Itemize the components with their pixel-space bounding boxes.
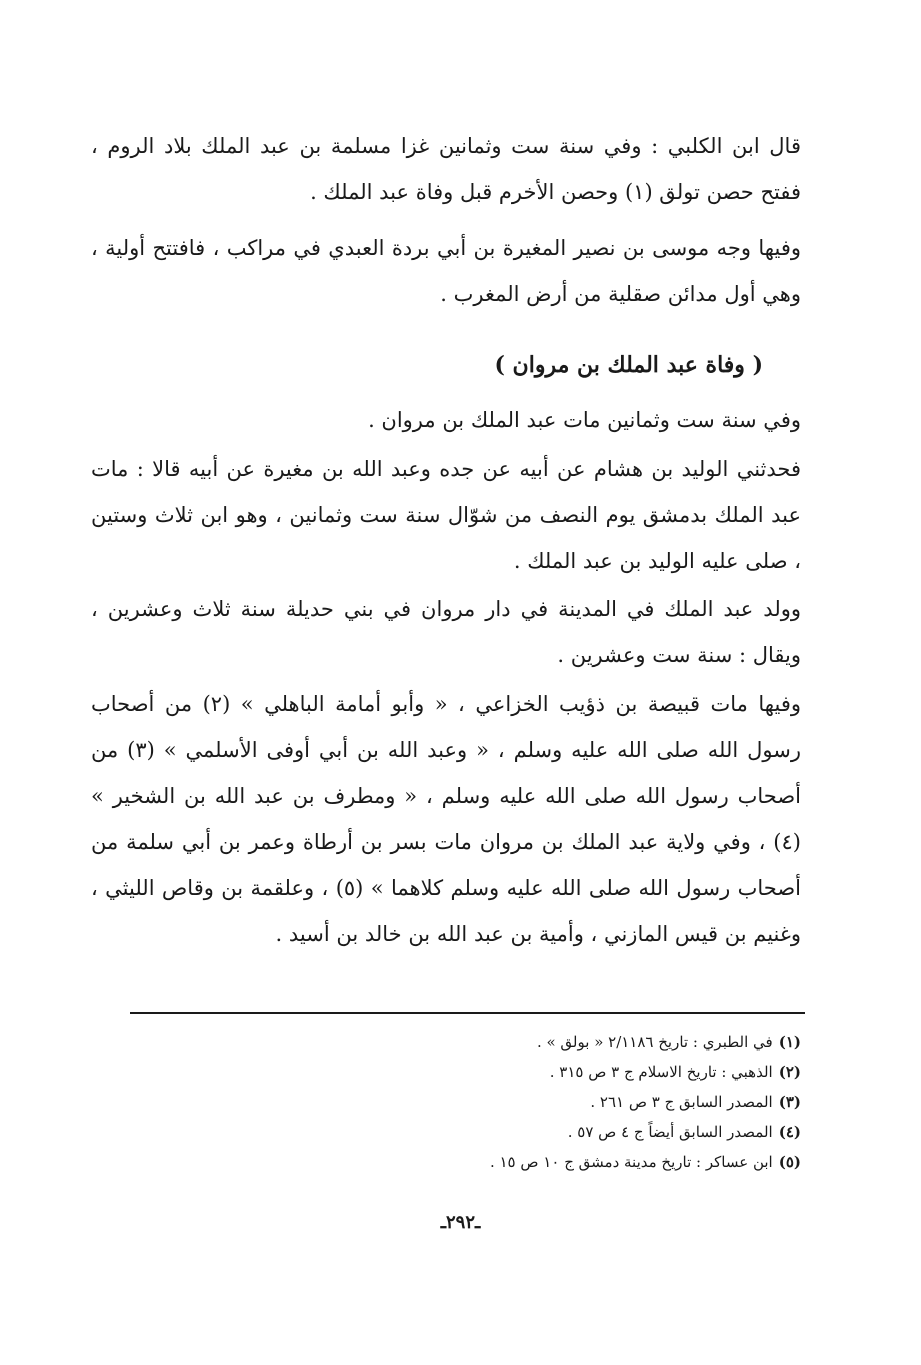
footnote-2 xyxy=(241,1057,801,1087)
section-heading: ( وفاة عبد الملك بن مروان ) xyxy=(494,352,763,378)
footnote-text: الذهبي : تاريخ الاسلام ج ٣ ص ٣١٥ . xyxy=(549,1063,773,1081)
footnote-number: (٥) xyxy=(778,1153,801,1171)
footnote-3 xyxy=(241,1087,801,1117)
paragraph-3: وفي سنة ست وثمانين مات عبد الملك بن مروان . xyxy=(368,408,801,432)
paragraph-2: وفيها وجه موسى بن نصير المغيرة بن أبي بردة العبدي في مراكب ، فافتتح أولية ، وهي أول مدائن صقلية من أرض المغرب . xyxy=(91,236,801,306)
footnote-text: المصدر السابق ج ٣ ص ٢٦١ . xyxy=(590,1093,773,1111)
footnote-number: (٢) xyxy=(778,1063,801,1081)
paragraph-5: وولد عبد الملك في المدينة في دار مروان في بني حديلة سنة ثلاث وعشرين ، ويقال : سنة ست وعشرين . xyxy=(91,597,801,667)
footnote-number: (١) xyxy=(778,1033,801,1051)
footnote-number: (٣) xyxy=(778,1093,801,1111)
footnote-number: (٤) xyxy=(778,1123,801,1141)
paragraph-4: فحدثني الوليد بن هشام عن أبيه عن جده وعبد الله بن مغيرة عن أبيه قالا : مات عبد الملك بدمشق يوم النصف من شوّال سنة ست وثمانين ، وهو ابن ثلاث وستين ، صلى عليه الوليد بن عبد الملك . xyxy=(91,457,801,573)
footnotes xyxy=(241,1027,801,1177)
footnote-text: المصدر السابق أيضاً ج ٤ ص ٥٧ . xyxy=(567,1123,773,1141)
page-number: ـ٢٩٢ـ xyxy=(440,1212,481,1233)
paragraph-1: قال ابن الكلبي : وفي سنة ست وثمانين غزا مسلمة بن عبد الملك بلاد الروم ، ففتح حصن تولق (١) وحصن الأخرم قبل وفاة عبد الملك . xyxy=(91,134,801,204)
footnote-5 xyxy=(241,1147,801,1177)
footnote-divider xyxy=(130,1012,805,1014)
footnote-4 xyxy=(241,1117,801,1147)
footnote-1 xyxy=(241,1027,801,1057)
paragraph-6: وفيها مات قبيصة بن ذؤيب الخزاعي ، « وأبو أمامة الباهلي » (٢) من أصحاب رسول الله صلى الله عليه وسلم ، « وعبد الله بن أبي أوفى الأسلمي » (٣) من أصحاب رسول الله صلى الله عليه وسلم ، « ومطرف بن عبد الله بن الشخير » (٤) ، وفي ولاية عبد الملك بن مروان مات بسر بن أرطاة وعمر بن أبي سلمة من أصحاب رسول الله صلى الله عليه وسلم كلاهما » (٥) ، وعلقمة بن وقاص الليثي ، وغنيم بن قيس المازني ، وأمية بن عبد الله بن خالد بن أسيد . xyxy=(91,692,801,946)
footnote-text: ابن عساكر : تاريخ مدينة دمشق ج ١٠ ص ١٥ . xyxy=(489,1153,773,1171)
footnote-text: في الطبري : تاريخ ٢/١١٨٦ « بولق » . xyxy=(536,1033,773,1051)
